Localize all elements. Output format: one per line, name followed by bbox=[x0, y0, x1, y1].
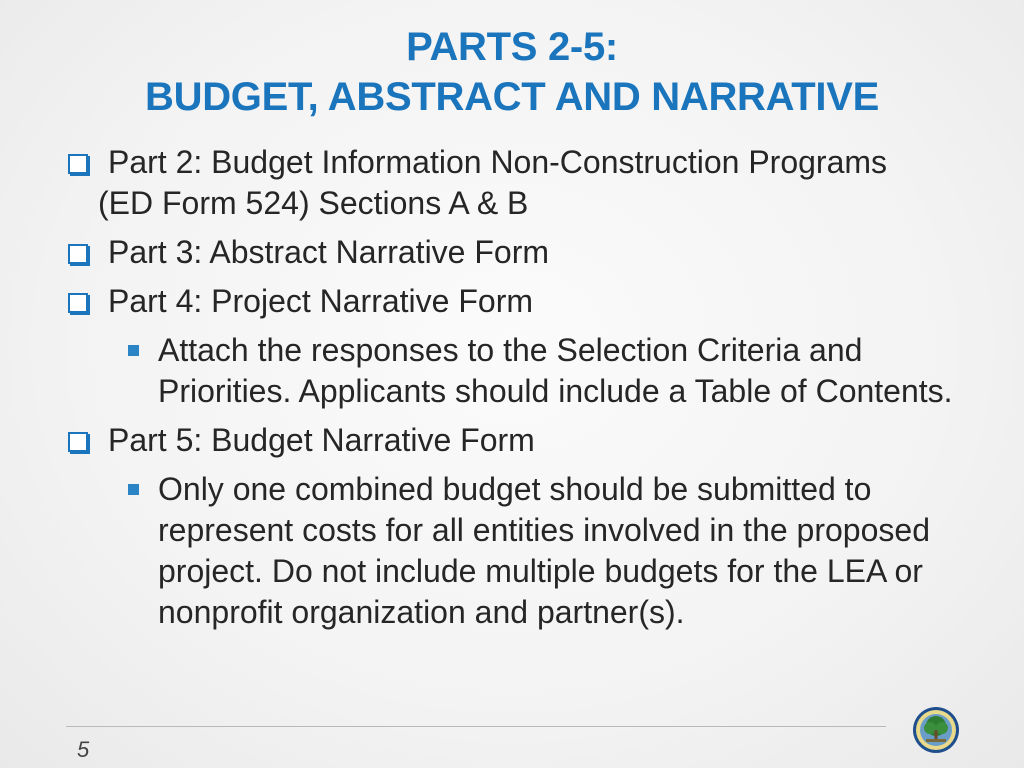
sub-bullet-part-5-text: Only one combined budget should be submitted to represent costs for all entities involved in the proposed project. Do not include multiple budgets for the LEA or nonprofit organization and partner(s). bbox=[158, 471, 930, 630]
slide-title bbox=[0, 22, 1024, 122]
checkbox-bullet-icon bbox=[68, 293, 88, 313]
bullet-part-3 bbox=[68, 232, 968, 273]
bullet-list bbox=[68, 142, 968, 641]
checkbox-bullet-icon bbox=[68, 244, 88, 264]
square-bullet-icon bbox=[128, 345, 139, 356]
bullet-part-5-text: Part 5: Budget Narrative Form bbox=[108, 422, 535, 458]
bullet-part-2 bbox=[68, 142, 968, 224]
sub-bullet-part-4-text: Attach the responses to the Selection Criteria and Priorities. Applicants should include a Table of Contents. bbox=[158, 332, 953, 409]
bullet-part-2-line1: Part 2: Budget Information Non-Construction Programs bbox=[108, 144, 888, 180]
page-number: 5 bbox=[77, 737, 90, 762]
bullet-part-5 bbox=[68, 420, 968, 461]
sub-bullet-part-4 bbox=[128, 330, 968, 412]
sub-bullet-part-5 bbox=[128, 469, 968, 633]
title-line-1: PARTS 2-5: bbox=[406, 25, 618, 69]
bullet-part-2-line2: (ED Form 524) Sections A & B bbox=[98, 185, 529, 221]
footer-divider bbox=[66, 726, 886, 727]
checkbox-bullet-icon bbox=[68, 154, 88, 174]
bullet-part-3-text: Part 3: Abstract Narrative Form bbox=[108, 234, 550, 270]
department-of-education-seal-icon bbox=[912, 706, 960, 754]
bullet-part-4 bbox=[68, 281, 968, 322]
bullet-part-4-text: Part 4: Project Narrative Form bbox=[108, 283, 533, 319]
title-line-2: BUDGET, ABSTRACT AND NARRATIVE bbox=[145, 75, 879, 119]
square-bullet-icon bbox=[128, 484, 139, 495]
checkbox-bullet-icon bbox=[68, 432, 88, 452]
